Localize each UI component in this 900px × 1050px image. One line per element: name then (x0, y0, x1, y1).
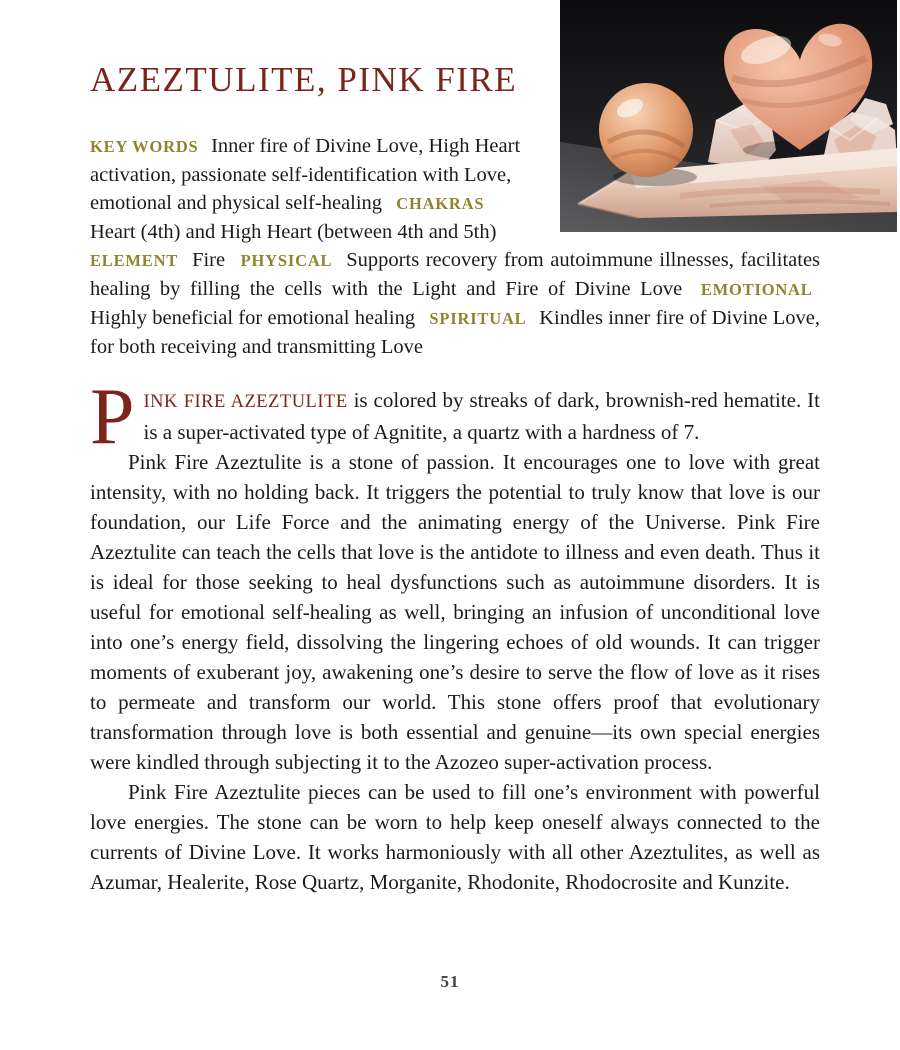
lead-small-caps: INK FIRE AZEZTULITE (143, 392, 348, 412)
paragraph-2: Pink Fire Azeztulite is a stone of passion. It encourages one to love with great intensity, with no holding back. It triggers the potential to truly know that love is our foundation, our Life Force and the animating energy of the Universe. Pink Fire Azeztulite can teach the cells that love is the antidote to illness and even death. Thus it is ideal for those seeking to heal dysfunctions such as autoimmune disorders. It is useful for emotional self-healing as well, bringing an infusion of unconditional love into one’s energy field, dissolving the lingering echoes of old wounds. It can trigger moments of exuberant joy, awakening one’s desire to serve the flow of love as it rises to permeate and transform our world. This stone offers proof that evolutionary transformation through love is both essential and genuine—its own special energies were kindled through subjecting it to the Azozeo super-activation process. (90, 450, 820, 774)
property-text: Heart (4th) and High Heart (between 4th and 5th) (90, 221, 497, 243)
property-text: Highly beneficial for emotional healing (90, 307, 416, 329)
page-title: AZEZTULITE, PINK FIRE (90, 60, 518, 99)
property-label: SPIRITUAL (429, 309, 527, 328)
properties-element-physical-emotional-spiritual (90, 246, 820, 361)
page-number: 51 (440, 972, 460, 991)
stones-illustration (560, 0, 897, 232)
property-label: KEY WORDS (90, 137, 199, 156)
property-text: Inner fire of Divine Love, High Heart activation, passionate self-identification with Love, emotional and physical self-healing (90, 135, 521, 214)
paragraph-3: Pink Fire Azeztulite pieces can be used to fill one’s environment with powerful love energies. The stone can be worn to help keep oneself always connected to the currents of Divine Love. It works harmoniously with all other Azeztulites, as well as Azumar, Healerite, Rose Quartz, Morganite, Rhodonite, Rhodocrosite and Kunzite. (90, 780, 820, 894)
property-label: CHAKRAS (396, 194, 485, 213)
property-text: Kindles inner fire of Divine Love, for both receiving and transmitting Love (90, 307, 821, 358)
properties-keywords-chakras (90, 132, 542, 246)
property-label: EMOTIONAL (700, 280, 813, 299)
property-text: Fire (192, 249, 226, 271)
paragraph-lead (90, 373, 821, 461)
property-label: ELEMENT (90, 251, 179, 270)
drop-cap: P (90, 373, 135, 461)
pink-fire-azeztulite-photo (560, 0, 897, 232)
body-text (90, 373, 821, 897)
paragraph-lead-text: is colored by streaks of dark, brownish-red hematite. It is a super-activated type of Agnitite, a quartz with a hardness of 7. (143, 388, 821, 444)
property-text: Supports recovery from autoimmune illnesses, facilitates healing by filling the cells with the Light and Fire of Divine Love (90, 249, 821, 300)
property-label: PHYSICAL (240, 251, 333, 270)
